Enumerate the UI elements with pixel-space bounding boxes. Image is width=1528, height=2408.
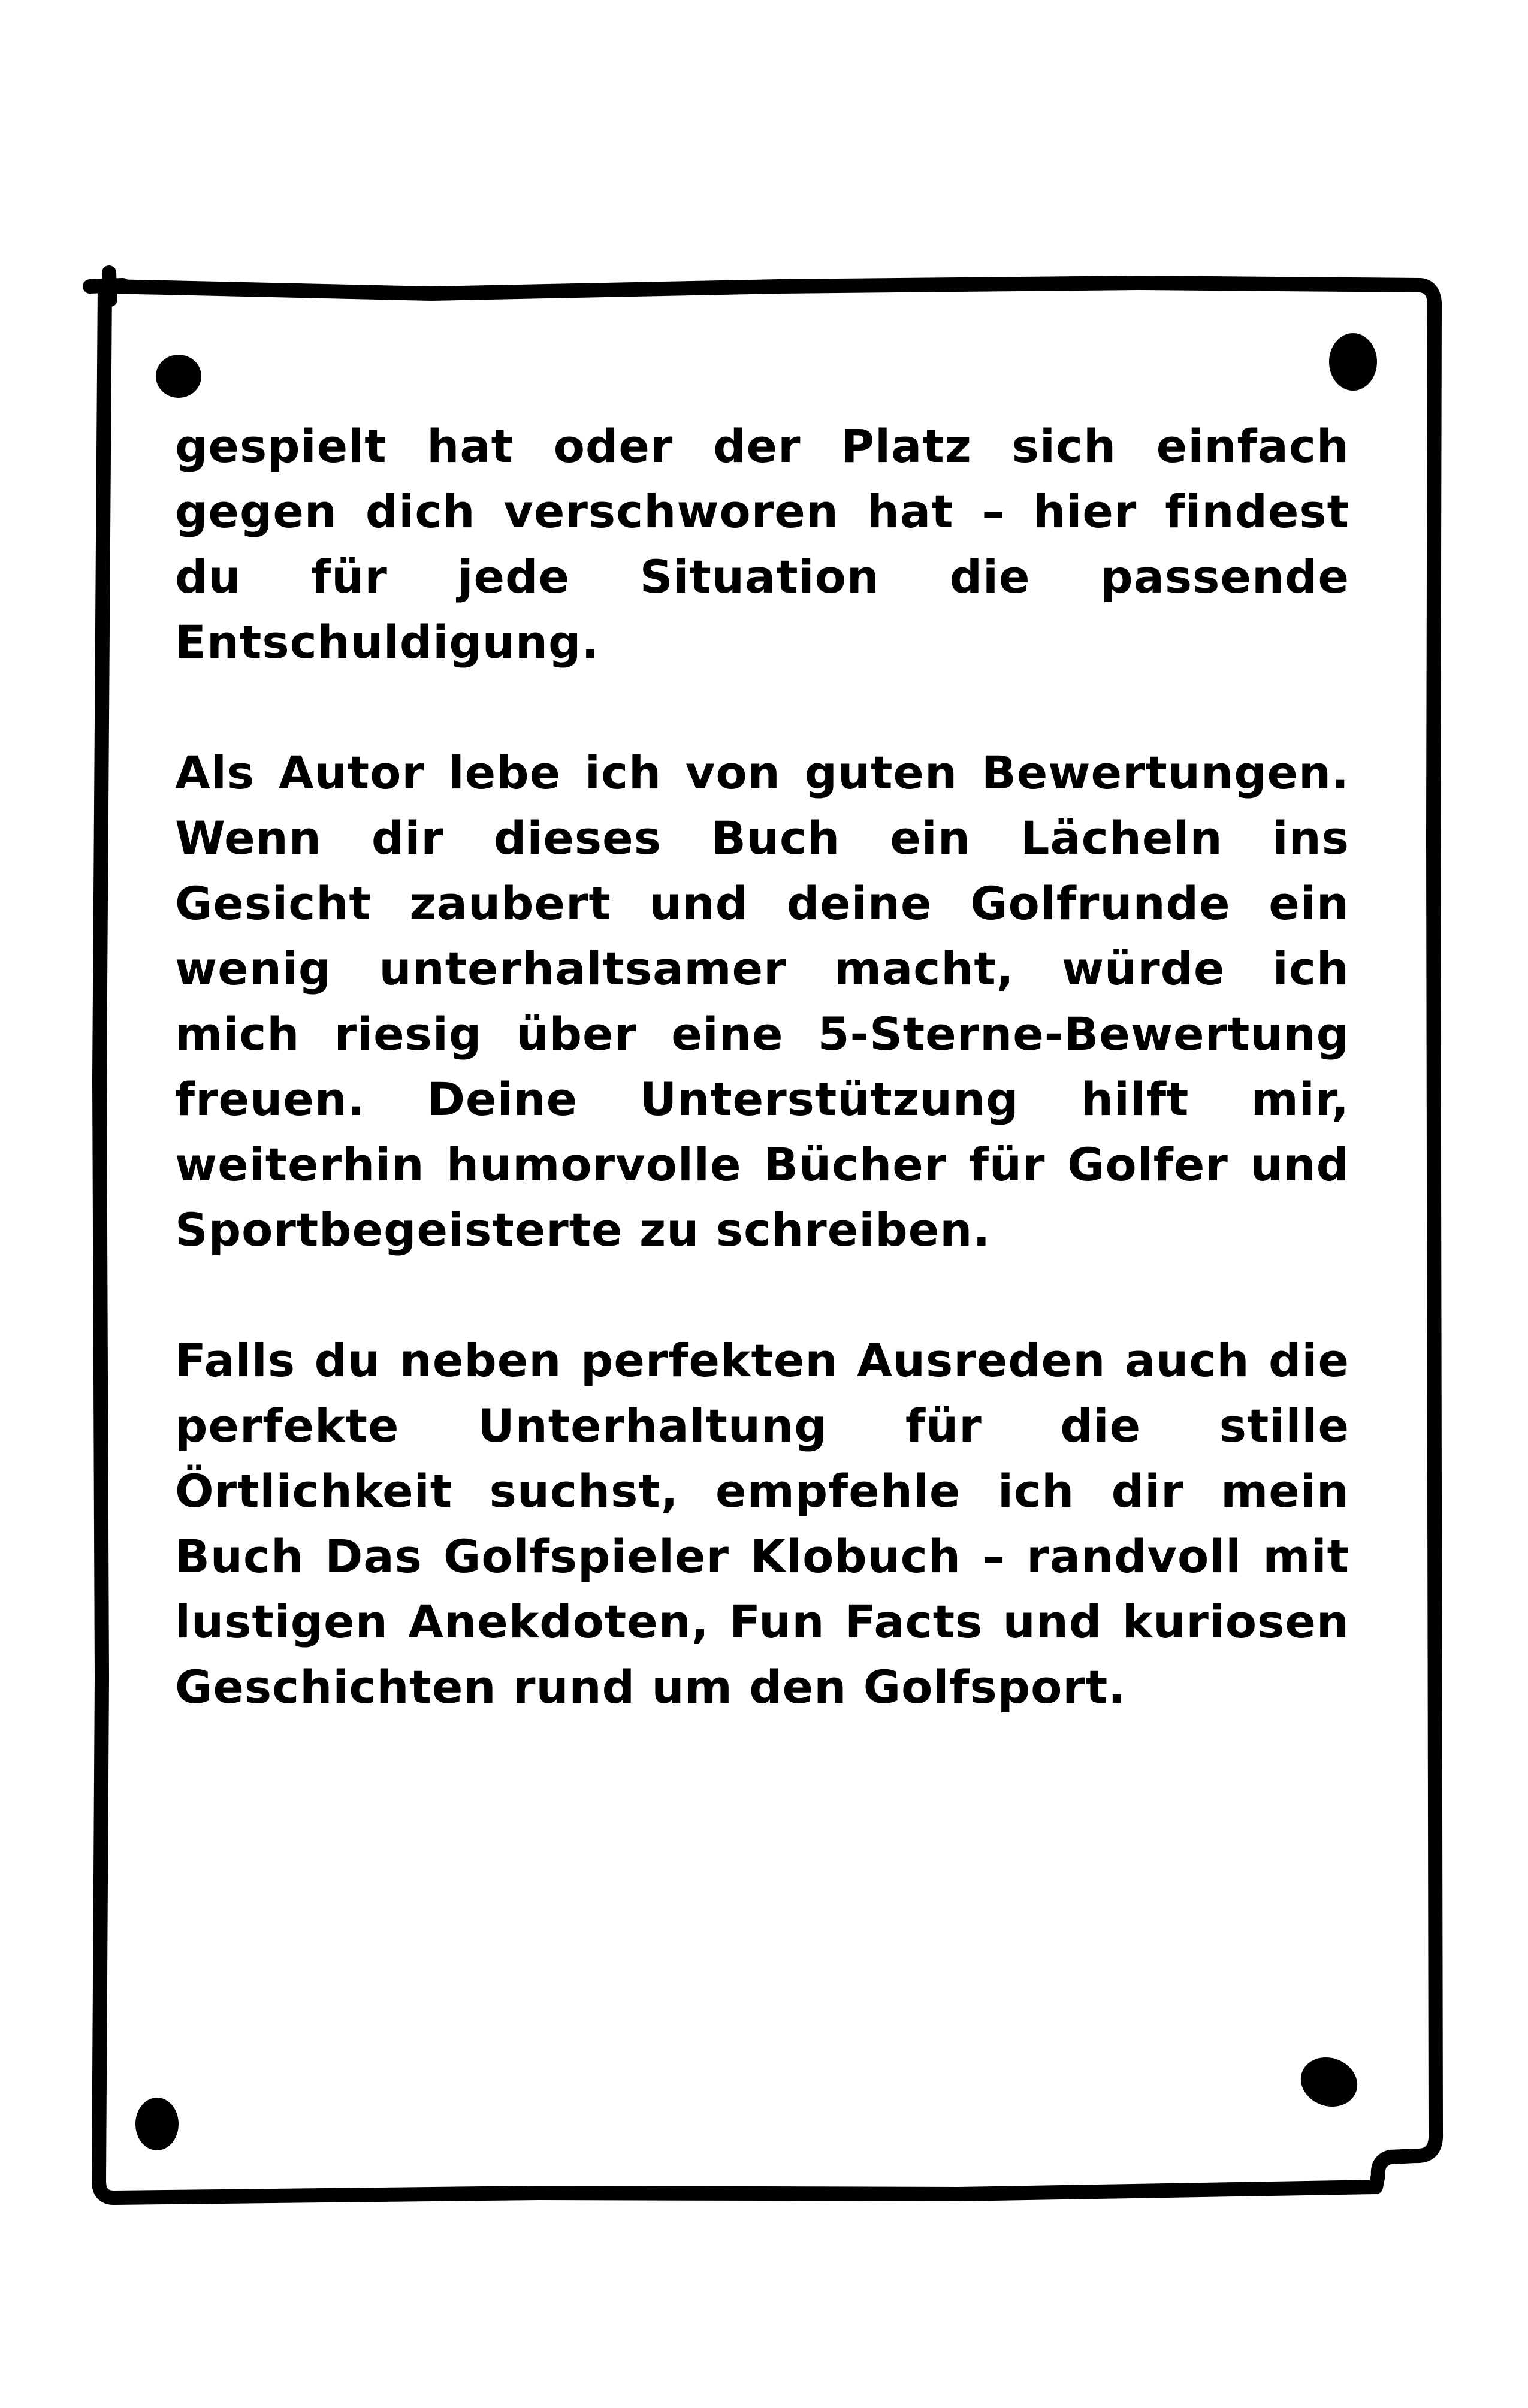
pin-dot-bottom-right [1294, 2050, 1364, 2114]
paragraph-excuse-intro: gespielt hat oder der Platz sich einfach gegen dich verschworen hat – hier findest du für jede Situation die passende Entschuldigung. [175, 419, 1349, 669]
frame-corner-tick [109, 273, 110, 300]
paragraph-review-request: Als Autor lebe ich von guten Bewertungen. Wenn dir dieses Buch ein Lächeln ins Gesicht zaubert und deine Golfrunde ein wenig unterhaltsamer macht, würde ich mich riesig über eine 5-Sterne-Bewertung freuen. Deine Unterstützung hilft mir, weiterhin humorvolle Bücher für Golfer und Sportbegeisterte zu schreiben. [175, 746, 1349, 1256]
pin-dot-top-left [156, 355, 201, 398]
pin-dot-top-right [1329, 333, 1377, 391]
pin-dot-bottom-left [135, 2098, 179, 2150]
paragraph-book-recommendation: Falls du neben perfekten Ausreden auch die perfekte Unterhaltung für die stille Örtlichkeit suchst, empfehle ich dir mein Buch Das Golfspieler Klobuch – randvoll mit lustigen Anekdoten, Fun Facts und kuriosen Geschichten rund um den Golfsport. [175, 1334, 1349, 1714]
body-text [175, 413, 1349, 1720]
